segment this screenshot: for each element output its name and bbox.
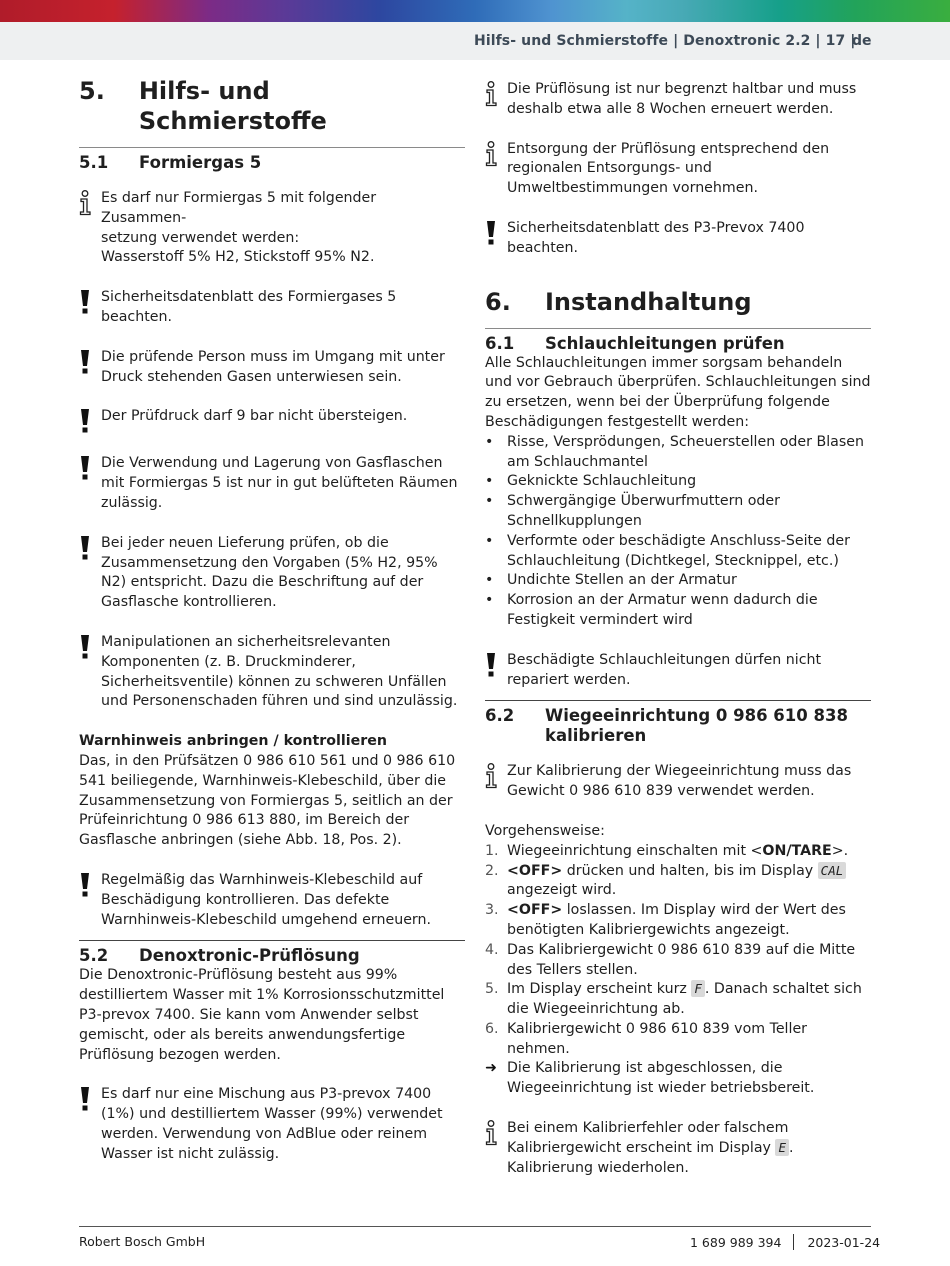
warning-note (79, 348, 465, 388)
section-6-heading (485, 287, 871, 329)
paragraph: Alle Schlauchleitungen immer sorgsam behandeln und vor Gebrauch überprüfen. Schlauchleitungen sind zu ersetzen, wenn bei der Überprüfung folgende Beschädigungen festgestellt werden: (485, 354, 871, 430)
warning-text: Manipulationen an sicherheitsrelevanten Komponenten (z. B. Druckminderer, Sicherheitsventile) können zu schweren Unfällen und Personenschaden führen und sind unzulässig. (101, 633, 458, 710)
procedure-label: Vorgehensweise: (485, 822, 605, 839)
exclamation-icon (79, 633, 101, 660)
warning-text: Die Verwendung und Lagerung von Gasflaschen mit Formiergas 5 ist nur in gut belüfteten Räumen zulässig. (101, 455, 458, 511)
warning-note (79, 1085, 465, 1164)
note-text: Die Prüflösung ist nur begrenzt haltbar und muss deshalb etwa alle 8 Wochen erneuert werden. (507, 81, 857, 117)
subheading: Warnhinweis anbringen / kontrollieren (79, 733, 387, 750)
damage-list (485, 433, 871, 631)
exclamation-icon (485, 219, 507, 246)
paragraph: Die Denoxtronic-Prüflösung besteht aus 99% destilliertem Wasser mit 1% Korrosionsschutzmittel P3-prevox 7400. Sie kann vom Anwender selbst gemischt, oder als bereits anwendungsfertige Prüflösung bezogen werden. (79, 967, 445, 1063)
info-icon (485, 80, 507, 107)
section-5-2-heading (79, 940, 465, 966)
procedure-steps (485, 842, 871, 1099)
warning-text: Die prüfende Person muss im Umgang mit unter Druck stehenden Gasen unterwiesen sein. (101, 348, 445, 385)
warning-note (79, 534, 465, 613)
section-title: Wiegeeinrichtung 0 986 610 838 (545, 706, 848, 726)
doc-number: 1 689 989 394 (690, 1234, 782, 1250)
doc-date: 2023-01-24 (807, 1234, 881, 1250)
warning-note (79, 454, 465, 513)
section-number: 5. (79, 77, 105, 105)
warning-text: Beschädigte Schlauchleitungen dürfen nicht repariert werden. (507, 651, 822, 688)
section-title: Denoxtronic-Prüflösung (139, 946, 360, 966)
step-result: ➜ Die Kalibrierung ist abgeschlossen, die Wiegeeinrichtung ist wieder betriebsbereit. (485, 1059, 871, 1099)
warning-note (79, 871, 465, 930)
footer-rule (79, 1226, 871, 1227)
exclamation-icon (79, 871, 101, 898)
header-color-bar (0, 0, 950, 22)
note-text: setzung verwendet werden: (101, 229, 300, 246)
right-column (485, 80, 871, 1178)
section-title: kalibrieren (545, 726, 647, 746)
note-text: Entsorgung der Prüflösung entsprechend den regionalen Entsorgungs- und Umweltbestimmungen vornehmen. (507, 140, 830, 197)
section-6-1-heading (485, 334, 871, 354)
list-item: • Schwergängige Überwurfmuttern oder Schnellkupplungen (485, 493, 780, 529)
section-title: Schlauchleitungen prüfen (545, 333, 785, 353)
list-item: • Geknickte Schlauchleitung (485, 473, 697, 490)
exclamation-icon (79, 1085, 101, 1112)
section-title: Formiergas 5 (139, 153, 262, 172)
step: 2. <OFF> drücken und halten, bis im Display CAL angezeigt wird. (485, 862, 871, 902)
info-note (485, 140, 871, 199)
info-note (79, 189, 465, 268)
warning-text: Bei jeder neuen Lieferung prüfen, ob die Zusammensetzung den Vorgaben (5% H2, 95% N2) entspricht. Dazu die Beschriftung auf der Gasflasche kontrollieren. (101, 534, 438, 611)
exclamation-icon (79, 454, 101, 481)
note-text: Wasserstoff 5% H2, Stickstoff 95% N2. (101, 249, 375, 266)
lcd-display-e: E (775, 1139, 789, 1156)
section-5-1-heading (79, 153, 465, 173)
lcd-display-f: F (691, 980, 705, 997)
note-text: Zur Kalibrierung der Wiegeeinrichtung muss das Gewicht 0 986 610 839 verwendet werden. (507, 763, 852, 800)
exclamation-icon (485, 651, 507, 678)
section-number: 5.2 (79, 946, 109, 966)
lcd-display-cal: CAL (818, 862, 847, 879)
warning-note (79, 407, 465, 434)
list-item: • Undichte Stellen an der Armatur (485, 572, 737, 589)
info-icon (485, 140, 507, 167)
warning-text: Sicherheitsdatenblatt des Formiergases 5 beachten. (101, 289, 397, 325)
exclamation-icon (79, 534, 101, 561)
exclamation-icon (79, 288, 101, 315)
language-code: de (852, 33, 872, 49)
info-icon (485, 1119, 507, 1146)
footer-meta (690, 1234, 880, 1250)
info-note (485, 762, 871, 802)
warning-note (79, 288, 465, 328)
section-title: Instandhaltung (545, 287, 752, 316)
section-title: Hilfs- und Schmierstoffe (138, 77, 327, 135)
list-item: • Risse, Versprödungen, Scheuerstellen oder Blasen am Schlauchmantel (485, 433, 864, 470)
section-number: 6. (485, 287, 511, 316)
step: 4. Das Kalibriergewicht 0 986 610 839 auf die Mitte des Tellers stellen. (485, 941, 856, 978)
list-item: • Verformte oder beschädigte Anschluss-Seite der Schlauchleitung (Dichtkegel, Stecknippel, etc.) (485, 532, 850, 569)
warning-text: Sicherheitsdatenblatt des P3-Prevox 7400 beachten. (507, 219, 805, 256)
step: 3. <OFF> loslassen. Im Display wird der Wert des benötigten Kalibriergewichts angezeigt. (485, 902, 846, 938)
arrow-right-icon: ➜ (485, 1060, 497, 1077)
list-item: • Korrosion an der Armatur wenn dadurch die Festigkeit vermindert wird (485, 592, 818, 628)
warning-text: Es darf nur eine Mischung aus P3-prevox 7400 (1%) und destilliertem Wasser (99%) verwendet werden. Verwendung von AdBlue oder reinem Wasser ist nicht zulässig. (101, 1086, 443, 1162)
section-6-2-heading (485, 700, 871, 746)
warning-note (485, 651, 871, 691)
footer-separator (793, 1234, 794, 1250)
warning-text: Regelmäßig das Warnhinweis-Klebeschild auf Beschädigung kontrollieren. Das defekte Warnhinweis-Klebeschild umgehend erneuern. (101, 871, 432, 928)
left-column (79, 76, 465, 1164)
section-number: 5.1 (79, 153, 109, 172)
info-note (485, 1119, 871, 1178)
paragraph: Das, in den Prüfsätzen 0 986 610 561 und 0 986 610 541 beiliegende, Warnhinweis-Klebeschild, über die Zusammensetzung von Formiergas 5, seitlich an der Prüfeinrichtung 0 986 613 880, im Bereich der Gasflasche anbringen (siehe Abb. 18, Pos. 2). (79, 752, 456, 849)
exclamation-icon (79, 407, 101, 434)
section-5-heading (79, 76, 465, 148)
info-icon (485, 762, 507, 789)
step: 5. Im Display erscheint kurz F . Danach schaltet sich die Wiegeeinrichtung ab. (485, 981, 862, 1018)
warning-note (485, 219, 871, 259)
warning-text: Der Prüfdruck darf 9 bar nicht übersteigen. (101, 408, 408, 425)
footer-company: Robert Bosch GmbH (79, 1234, 206, 1249)
info-icon (79, 189, 101, 216)
note-text: Bei einem Kalibrierfehler oder falschem Kalibriergewicht erscheint im Display E . Kalibrierung wiederholen. (507, 1120, 794, 1176)
step: 6. Kalibriergewicht 0 986 610 839 vom Teller nehmen. (485, 1020, 808, 1057)
warning-note (79, 633, 465, 712)
section-number: 6.2 (485, 706, 515, 726)
exclamation-icon (79, 348, 101, 375)
info-note (485, 80, 871, 120)
note-text: Es darf nur Formiergas 5 mit folgender Zusammen- (101, 190, 377, 226)
step: 1. Wiegeeinrichtung einschalten mit <ON/TARE>. (485, 842, 849, 859)
running-header-title: Hilfs- und Schmierstoffe | Denoxtronic 2.2 | 17 | (474, 33, 856, 49)
section-number: 6.1 (485, 333, 515, 353)
